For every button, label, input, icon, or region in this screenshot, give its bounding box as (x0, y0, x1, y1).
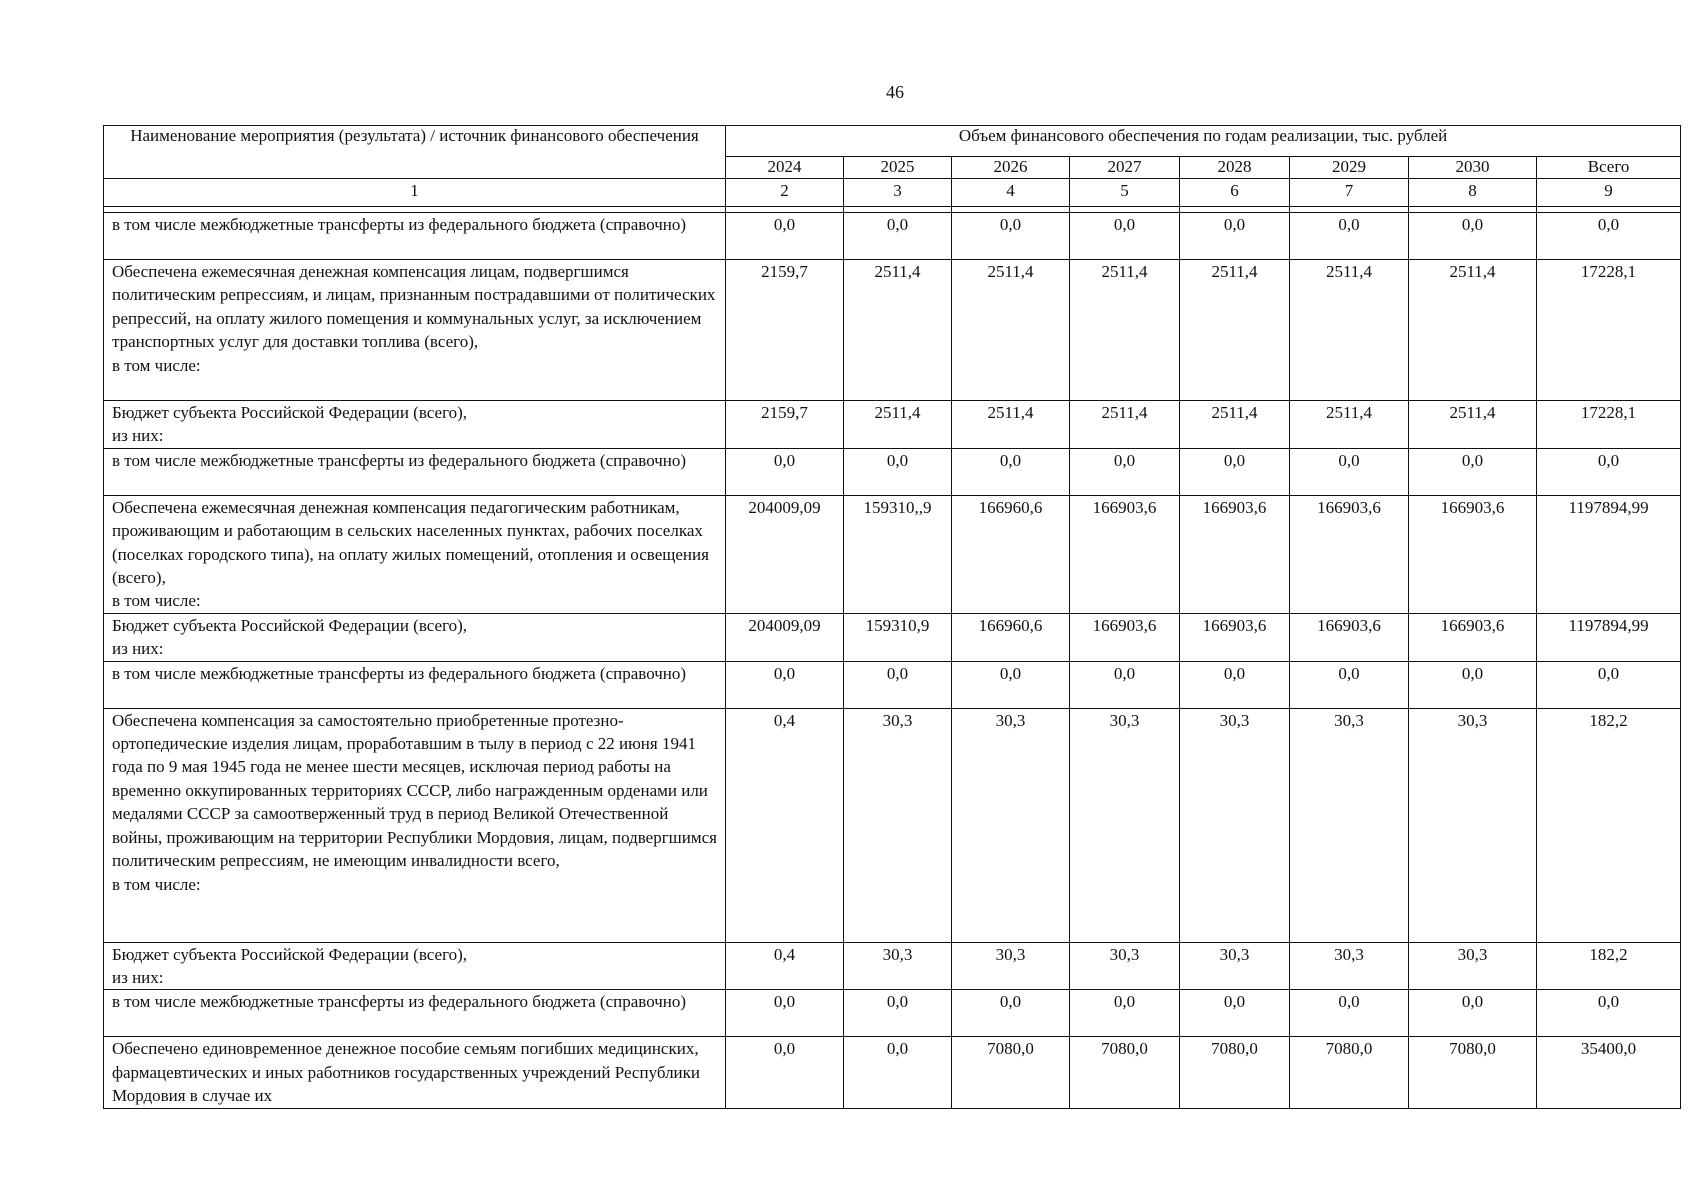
row-value: 30,3 (1290, 942, 1409, 990)
header-year: 2027 (1070, 157, 1180, 179)
row-value: 0,0 (726, 213, 844, 260)
row-value: 30,3 (844, 942, 952, 990)
row-value: 30,3 (952, 708, 1070, 942)
row-value: 30,3 (1409, 708, 1537, 942)
column-number: 1 (104, 179, 726, 207)
row-value: 0,0 (1290, 661, 1409, 708)
header-year: 2024 (726, 157, 844, 179)
column-number: 3 (844, 179, 952, 207)
row-value: 204009,09 (726, 495, 844, 613)
row-total: 0,0 (1537, 213, 1681, 260)
row-value: 166960,6 (952, 613, 1070, 661)
row-name: в том числе межбюджетные трансферты из федерального бюджета (справочно) (104, 448, 726, 495)
header-year: 2026 (952, 157, 1070, 179)
table-row (104, 495, 1681, 613)
row-value: 30,3 (1070, 708, 1180, 942)
row-value: 0,0 (726, 1037, 844, 1108)
row-value: 0,0 (952, 213, 1070, 260)
row-total: 182,2 (1537, 942, 1681, 990)
row-value: 0,0 (1409, 990, 1537, 1037)
row-total: 1197894,99 (1537, 613, 1681, 661)
row-name: Бюджет субъекта Российской Федерации (всего), из них: (104, 613, 726, 661)
row-value: 30,3 (1070, 942, 1180, 990)
row-value: 0,0 (1180, 990, 1290, 1037)
row-value: 0,0 (952, 448, 1070, 495)
row-value: 2511,4 (1070, 401, 1180, 449)
row-value: 0,0 (952, 661, 1070, 708)
row-value: 0,0 (1070, 213, 1180, 260)
row-value: 0,0 (1409, 213, 1537, 260)
row-value: 7080,0 (1070, 1037, 1180, 1108)
row-value: 0,0 (1180, 661, 1290, 708)
row-value: 2159,7 (726, 260, 844, 401)
row-value: 30,3 (1290, 708, 1409, 942)
row-total: 35400,0 (1537, 1037, 1681, 1108)
row-value: 2511,4 (1409, 260, 1537, 401)
row-value: 0,0 (1070, 990, 1180, 1037)
row-value: 7080,0 (1409, 1037, 1537, 1108)
row-value: 0,0 (1180, 213, 1290, 260)
column-number: 2 (726, 179, 844, 207)
row-value: 2159,7 (726, 401, 844, 449)
table-row (104, 708, 1681, 942)
column-number: 8 (1409, 179, 1537, 207)
row-value: 0,0 (1180, 448, 1290, 495)
row-value: 0,0 (844, 213, 952, 260)
row-name: Обеспечено единовременное денежное пособие семьям погибших медицинских, фармацевтических и иных работников государственных учреждений Республики Мордовия в случае их (104, 1037, 726, 1108)
column-number-row (104, 179, 1681, 207)
row-value: 159310,9 (844, 613, 952, 661)
row-value: 166903,6 (1409, 495, 1537, 613)
row-name: Обеспечена компенсация за самостоятельно приобретенные протезно-ортопедические изделия лицам, проработавшим в тылу в период с 22 июня 1941 года по 9 мая 1945 года не менее шести месяцев, исключая период работы на временно оккупированных территориях СССР, либо награжденным орденами или медалями СССР за самоотверженный труд в период Великой Отечественной войны, проживающим на территории Республики Мордовия, лицам, подвергшимся политическим репрессиям, не имеющим инвалидности всего, в том числе: (104, 708, 726, 942)
row-value: 0,0 (1070, 661, 1180, 708)
row-value: 166903,6 (1180, 495, 1290, 613)
row-value: 2511,4 (1290, 260, 1409, 401)
row-value: 2511,4 (844, 260, 952, 401)
header-total: Всего (1537, 157, 1681, 179)
row-value: 2511,4 (1290, 401, 1409, 449)
row-value: 166960,6 (952, 495, 1070, 613)
row-value: 0,0 (844, 448, 952, 495)
row-value: 0,0 (844, 1037, 952, 1108)
table-row (104, 942, 1681, 990)
row-total: 182,2 (1537, 708, 1681, 942)
column-number: 7 (1290, 179, 1409, 207)
row-value: 0,0 (952, 990, 1070, 1037)
row-value: 166903,6 (1070, 613, 1180, 661)
row-value: 204009,09 (726, 613, 844, 661)
row-value: 7080,0 (1290, 1037, 1409, 1108)
header-year: 2025 (844, 157, 952, 179)
row-value: 0,0 (844, 990, 952, 1037)
row-name: Бюджет субъекта Российской Федерации (всего), из них: (104, 401, 726, 449)
row-value: 166903,6 (1180, 613, 1290, 661)
row-value: 0,0 (726, 990, 844, 1037)
row-total: 0,0 (1537, 448, 1681, 495)
row-value: 2511,4 (1409, 401, 1537, 449)
column-number: 5 (1070, 179, 1180, 207)
header-name: Наименование мероприятия (результата) / источник финансового обеспечения (104, 126, 726, 179)
financing-table (103, 125, 1681, 1109)
table-row (104, 448, 1681, 495)
row-value: 0,0 (844, 661, 952, 708)
row-value: 2511,4 (844, 401, 952, 449)
row-value: 0,0 (1409, 661, 1537, 708)
table-row (104, 213, 1681, 260)
row-name: в том числе межбюджетные трансферты из федерального бюджета (справочно) (104, 213, 726, 260)
row-value: 0,4 (726, 708, 844, 942)
table-row (104, 613, 1681, 661)
row-total: 0,0 (1537, 661, 1681, 708)
row-name: Бюджет субъекта Российской Федерации (всего), из них: (104, 942, 726, 990)
table-row (104, 661, 1681, 708)
row-total: 1197894,99 (1537, 495, 1681, 613)
header-funding: Объем финансового обеспечения по годам реализации, тыс. рублей (726, 126, 1681, 157)
row-name: Обеспечена ежемесячная денежная компенсация лицам, подвергшимся политическим репрессиям, и лицам, признанным пострадавшими от политических репрессий, на оплату жилого помещения и коммунальных услуг, за исключением транспортных услуг для доставки топлива (всего), в том числе: (104, 260, 726, 401)
row-value: 30,3 (1409, 942, 1537, 990)
row-value: 30,3 (952, 942, 1070, 990)
row-name: Обеспечена ежемесячная денежная компенсация педагогическим работникам, проживающим и работающим в сельских населенных пунктах, рабочих поселках (поселках городского типа), на оплату жилых помещений, отопления и освещения (всего), в том числе: (104, 495, 726, 613)
row-value: 7080,0 (1180, 1037, 1290, 1108)
row-value: 0,0 (726, 661, 844, 708)
row-value: 0,0 (1290, 448, 1409, 495)
row-value: 2511,4 (1180, 260, 1290, 401)
table-row (104, 260, 1681, 401)
row-value: 0,0 (1290, 990, 1409, 1037)
row-value: 30,3 (1180, 942, 1290, 990)
table-row (104, 1037, 1681, 1108)
row-name: в том числе межбюджетные трансферты из федерального бюджета (справочно) (104, 990, 726, 1037)
row-value: 30,3 (844, 708, 952, 942)
page-number: 46 (886, 82, 904, 102)
row-name: в том числе межбюджетные трансферты из федерального бюджета (справочно) (104, 661, 726, 708)
row-value: 30,3 (1180, 708, 1290, 942)
header-year: 2030 (1409, 157, 1537, 179)
row-value: 2511,4 (952, 401, 1070, 449)
row-value: 0,0 (726, 448, 844, 495)
column-number: 6 (1180, 179, 1290, 207)
table-row (104, 990, 1681, 1037)
row-value: 166903,6 (1070, 495, 1180, 613)
header-year: 2028 (1180, 157, 1290, 179)
row-value: 2511,4 (952, 260, 1070, 401)
row-value: 0,0 (1409, 448, 1537, 495)
row-value: 166903,6 (1290, 495, 1409, 613)
row-value: 0,4 (726, 942, 844, 990)
row-total: 0,0 (1537, 990, 1681, 1037)
header-year: 2029 (1290, 157, 1409, 179)
row-value: 0,0 (1070, 448, 1180, 495)
row-total: 17228,1 (1537, 260, 1681, 401)
row-total: 17228,1 (1537, 401, 1681, 449)
row-value: 166903,6 (1290, 613, 1409, 661)
row-value: 2511,4 (1070, 260, 1180, 401)
row-value: 159310,,9 (844, 495, 952, 613)
column-number: 4 (952, 179, 1070, 207)
row-value: 166903,6 (1409, 613, 1537, 661)
column-number: 9 (1537, 179, 1681, 207)
row-value: 2511,4 (1180, 401, 1290, 449)
table-row (104, 401, 1681, 449)
row-value: 7080,0 (952, 1037, 1070, 1108)
row-value: 0,0 (1290, 213, 1409, 260)
